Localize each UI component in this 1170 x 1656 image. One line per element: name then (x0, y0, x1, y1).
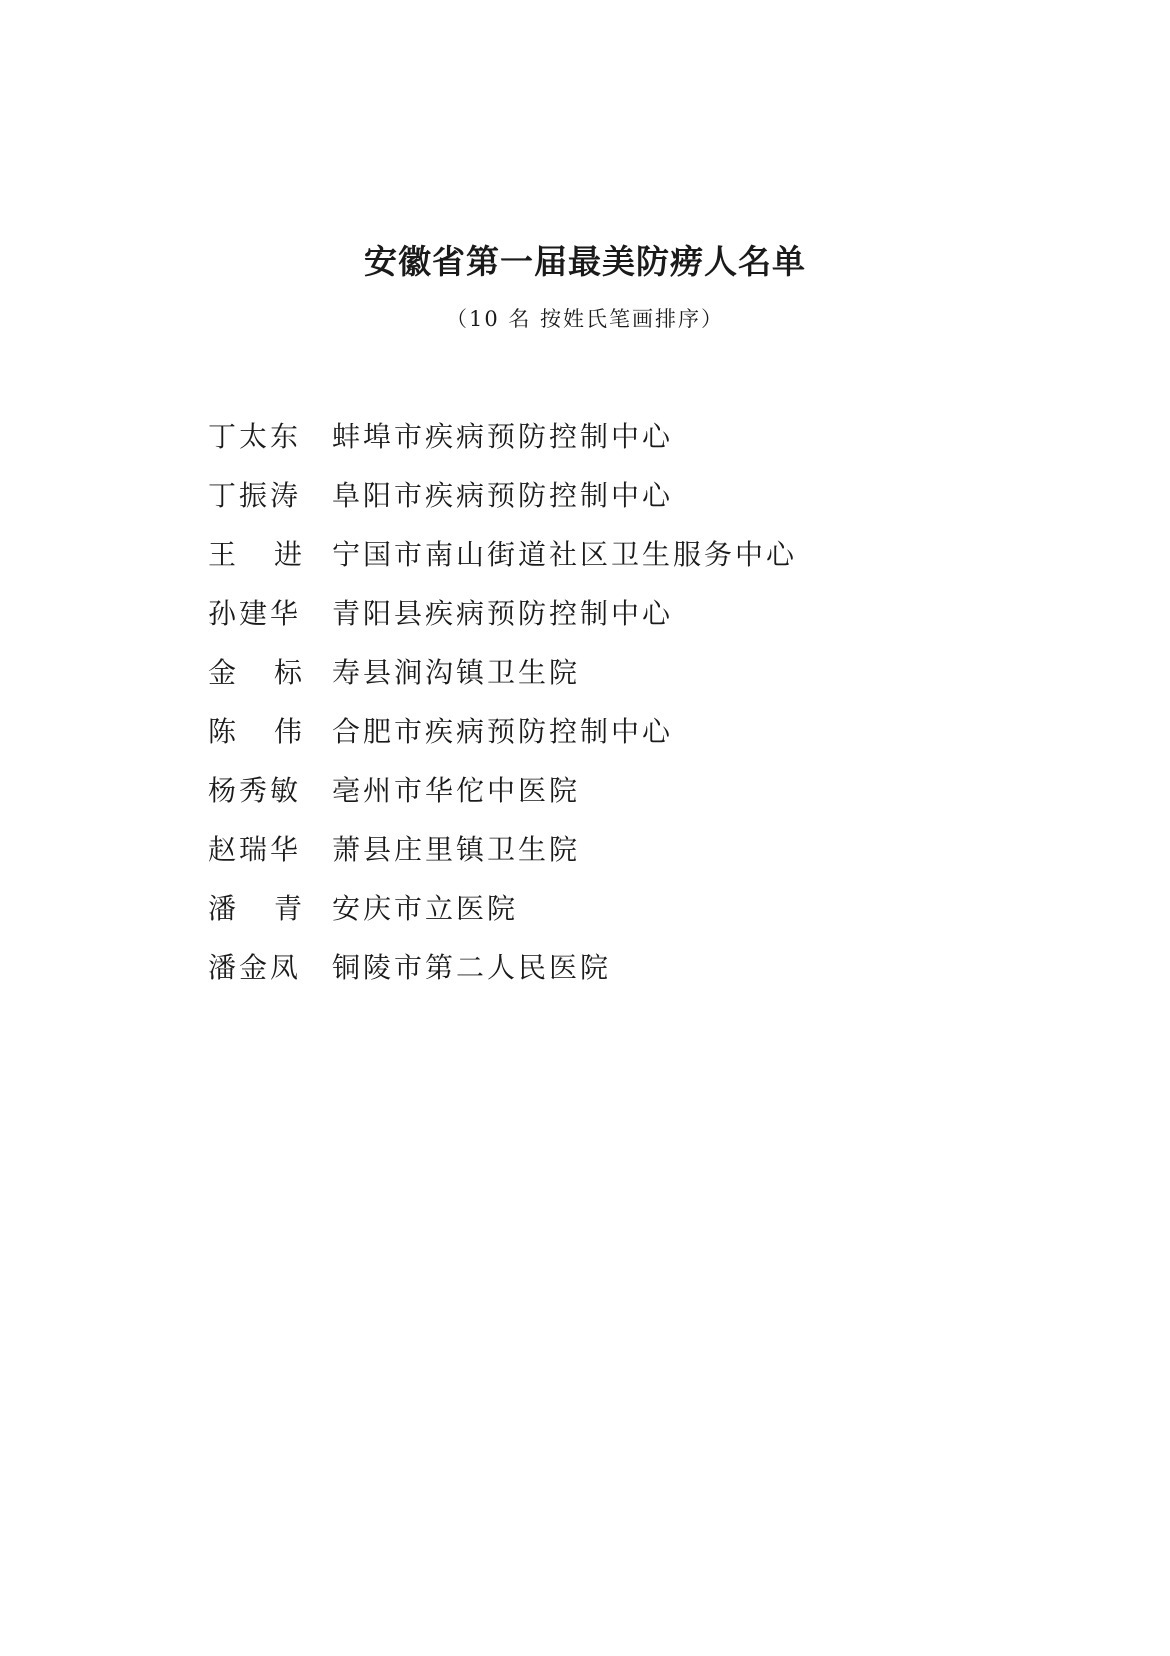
name-char: 青 (273, 892, 302, 925)
honoree-name (208, 884, 302, 934)
list-item (208, 943, 1108, 1002)
list-item (208, 825, 1108, 884)
honoree-organization: 安庆市立医院 (332, 892, 519, 925)
honoree-organization: 青阳县疾病预防控制中心 (332, 597, 674, 630)
list-item (208, 648, 1108, 707)
list-item (208, 707, 1108, 766)
honoree-organization: 合肥市疾病预防控制中心 (332, 715, 674, 748)
name-char: 潘 (208, 892, 237, 925)
honoree-name: 杨秀敏 (208, 774, 302, 807)
honoree-organization: 阜阳市疾病预防控制中心 (332, 479, 674, 512)
honoree-organization: 蚌埠市疾病预防控制中心 (332, 420, 674, 453)
honoree-name (208, 707, 302, 757)
list-item (208, 766, 1108, 825)
document-title: 安徽省第一届最美防痨人名单 (364, 242, 806, 281)
honoree-name: 丁振涛 (208, 479, 302, 512)
list-item (208, 471, 1108, 530)
honoree-organization: 宁国市南山街道社区卫生服务中心 (332, 538, 798, 571)
name-char: 陈 (208, 715, 237, 748)
name-char: 标 (273, 656, 302, 689)
honoree-organization: 亳州市华佗中医院 (332, 774, 581, 807)
document-subtitle: （10 名 按姓氏笔画排序） (445, 307, 725, 331)
name-char: 王 (208, 538, 237, 571)
list-item (208, 530, 1108, 589)
honoree-organization: 寿县涧沟镇卫生院 (332, 656, 581, 689)
list-item (208, 589, 1108, 648)
honoree-organization: 铜陵市第二人民医院 (332, 951, 612, 984)
honoree-name: 孙建华 (208, 597, 302, 630)
name-char: 金 (208, 656, 237, 689)
honoree-organization: 萧县庄里镇卫生院 (332, 833, 581, 866)
name-char: 伟 (273, 715, 302, 748)
honoree-name: 赵瑞华 (208, 833, 302, 866)
honoree-name: 潘金凤 (208, 951, 302, 984)
list-item (208, 412, 1108, 471)
honoree-name: 丁太东 (208, 420, 302, 453)
name-char: 进 (273, 538, 302, 571)
honoree-name (208, 648, 302, 698)
honoree-name (208, 530, 302, 580)
list-item (208, 884, 1108, 943)
honoree-list (208, 412, 1108, 1002)
